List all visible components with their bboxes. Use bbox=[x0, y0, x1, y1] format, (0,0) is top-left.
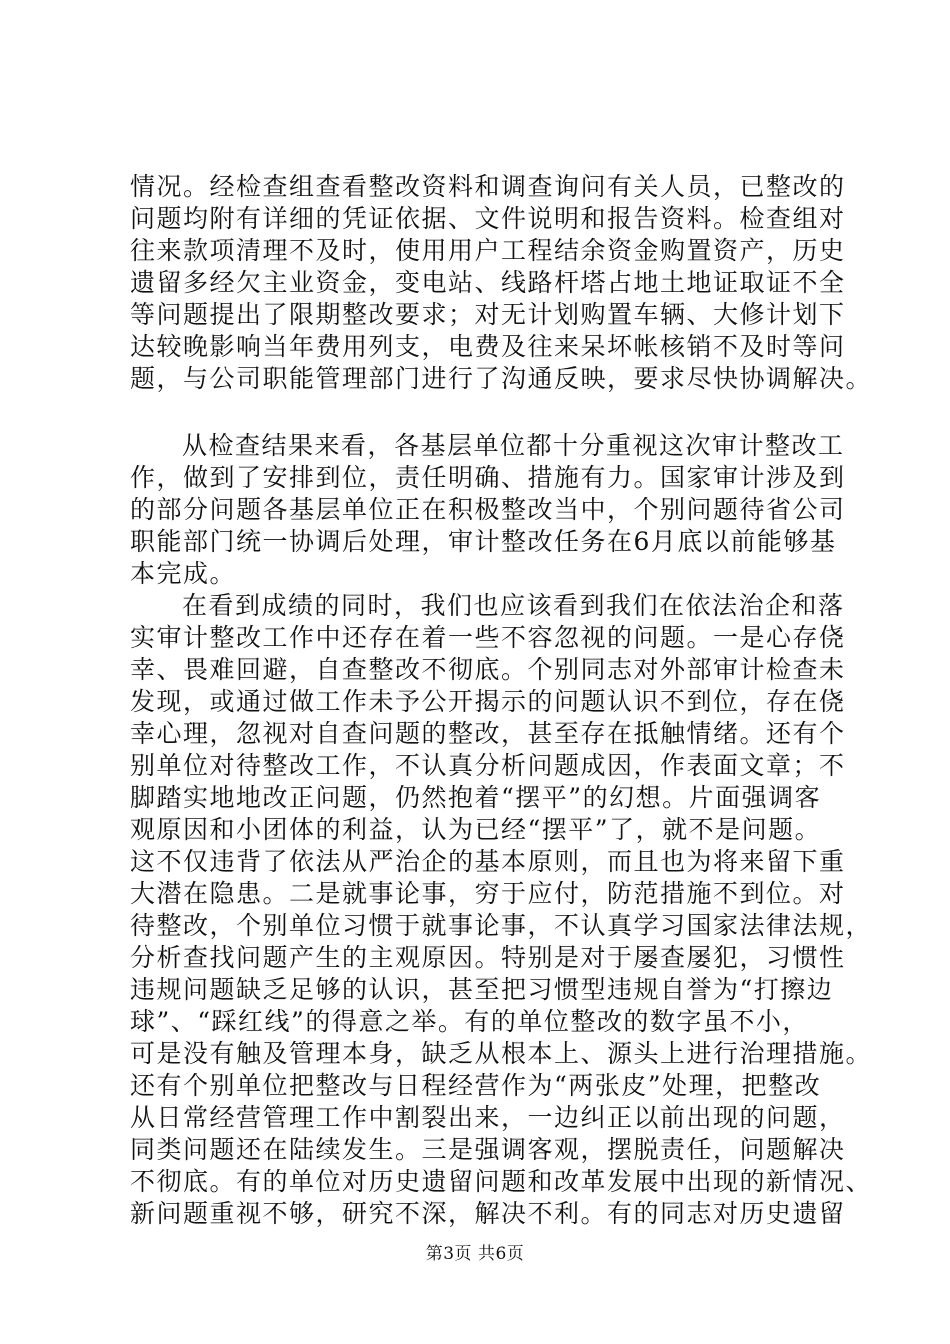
text-line: 的部分问题各基层单位正在积极整改当中，个别问题待省公司 bbox=[130, 495, 846, 524]
text-line: 作，做到了安排到位，责任明确、措施有力。国家审计涉及到 bbox=[130, 463, 846, 492]
text-line: 分析查找问题产生的主观原因。特别是对于屡查屡犯，习惯性 bbox=[130, 943, 846, 972]
text-line: 情况。经检查组查看整改资料和调查询问有关人员，已整改的 bbox=[130, 172, 846, 201]
document-body bbox=[130, 171, 873, 1230]
text-line: 大潜在隐患。二是就事论事，穷于应付，防范措施不到位。对 bbox=[130, 879, 846, 908]
text-line: 还有个别单位把整改与日程经营作为“两张皮”处理，把整改 bbox=[130, 1071, 822, 1100]
text-line: 违规问题缺乏足够的认识，甚至把习惯型违规自誉为“打擦边 bbox=[130, 975, 834, 1004]
text-line: 达较晚影响当年费用列支，电费及往来呆坏帐核销不及时等问 bbox=[130, 332, 846, 361]
text-line: 职能部门统一协调后处理，审计整改任务在6月底以前能够基 bbox=[130, 527, 837, 556]
text-line: 待整改，个别单位习惯于就事论事，不认真学习国家法律法规， bbox=[130, 911, 873, 940]
text-line: 可是没有触及管理本身，缺乏从根本上、源头上进行治理措施。 bbox=[130, 1039, 873, 1068]
text-line: 发现，或通过做工作未予公开揭示的问题认识不到位，存在侥 bbox=[130, 687, 846, 716]
text-line: 在看到成绩的同时，我们也应该看到我们在依法治企和落 bbox=[182, 591, 845, 620]
text-line: 从检查结果来看，各基层单位都十分重视这次审计整改工 bbox=[182, 431, 845, 460]
text-line: 观原因和小团体的利益，认为已经“摆平”了，就不是问题。 bbox=[130, 815, 822, 844]
text-line: 问题均附有详细的凭证依据、文件说明和报告资料。检查组对 bbox=[130, 204, 846, 233]
text-line: 新问题重视不够，研究不深，解决不利。有的同志对历史遗留 bbox=[130, 1199, 846, 1228]
text-line: 本完成。 bbox=[130, 559, 237, 588]
text-line: 同类问题还在陆续发生。三是强调客观，摆脱责任，问题解决 bbox=[130, 1135, 846, 1164]
text-line: 不彻底。有的单位对历史遗留问题和改革发展中出现的新情况、 bbox=[130, 1167, 873, 1196]
text-line: 别单位对待整改工作，不认真分析问题成因，作表面文章；不 bbox=[130, 751, 846, 780]
text-line: 等问题提出了限期整改要求；对无计划购置车辆、大修计划下 bbox=[130, 300, 846, 329]
page-number-footer: 第3页 共6页 bbox=[425, 1244, 525, 1264]
text-line: 遗留多经欠主业资金，变电站、线路杆塔占地土地证取证不全 bbox=[130, 268, 846, 297]
paragraph-inspection-results bbox=[130, 430, 860, 590]
text-line: 往来款项清理不及时，使用用户工程结余资金购置资产，历史 bbox=[130, 236, 846, 265]
paragraph-continuation bbox=[130, 171, 873, 395]
text-line: 幸、畏难回避，自查整改不彻底。个别同志对外部审计检查未 bbox=[130, 655, 846, 684]
text-line: 题，与公司职能管理部门进行了沟通反映，要求尽快协调解决。 bbox=[130, 364, 873, 393]
paragraph-problems bbox=[130, 590, 873, 1230]
text-line: 实审计整改工作中还存在着一些不容忽视的问题。一是心存侥 bbox=[130, 623, 846, 652]
text-line: 球”、“踩红线”的得意之举。有的单位整改的数字虽不小， bbox=[130, 1007, 809, 1036]
text-line: 幸心理，忽视对自查问题的整改，甚至存在抵触情绪。还有个 bbox=[130, 719, 846, 748]
text-line: 这不仅违背了依法从严治企的基本原则，而且也为将来留下重 bbox=[130, 847, 846, 876]
text-line: 从日常经营管理工作中割裂出来，一边纠正以前出现的问题， bbox=[130, 1103, 846, 1132]
text-line: 脚踏实地地改正问题，仍然抱着“摆平”的幻想。片面强调客 bbox=[130, 783, 822, 812]
